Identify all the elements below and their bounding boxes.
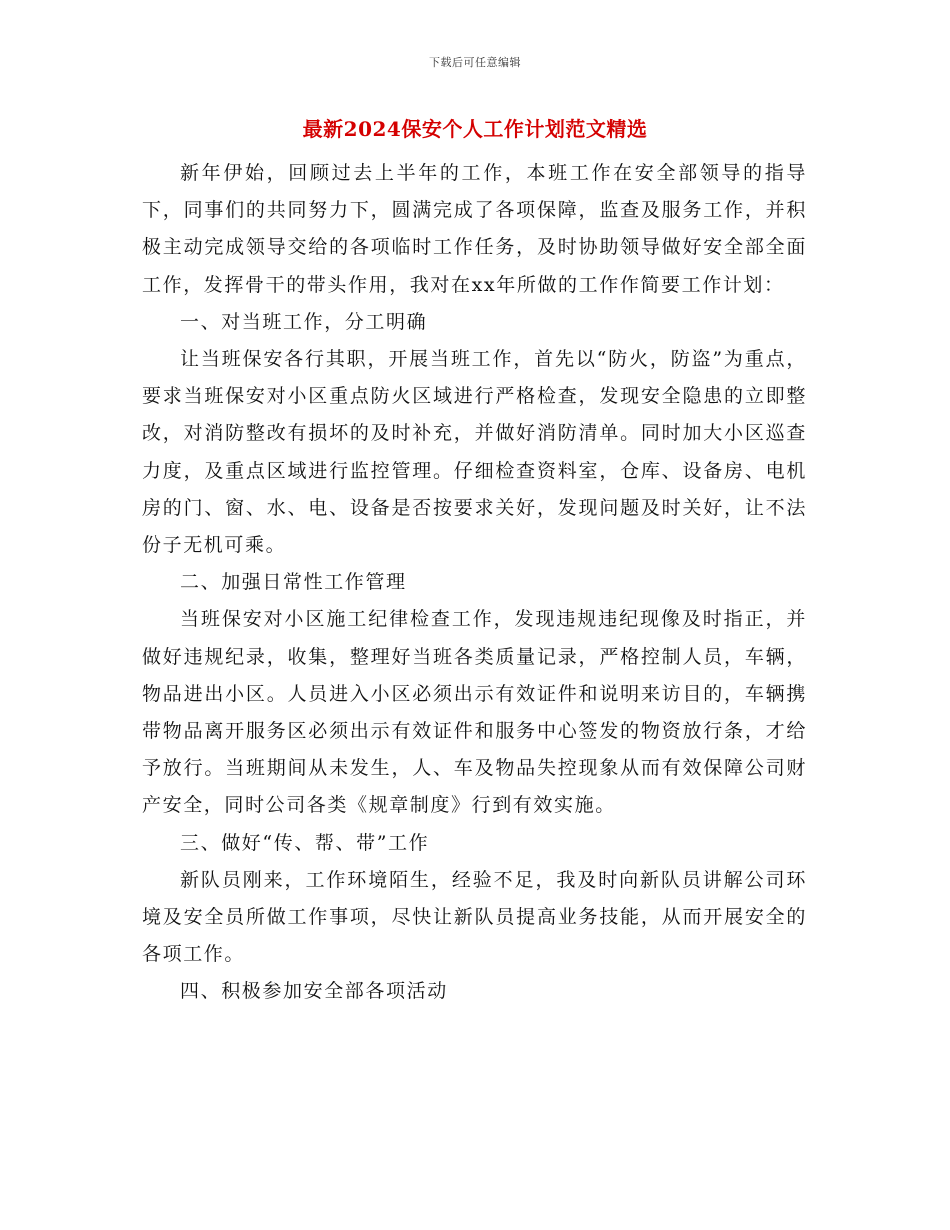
section-paragraph-1: 让当班保安各行其职，开展当班工作，首先以“防火，防盗”为重点，要求当班保安对小区重点防火区域进行严格检查，发现安全隐患的立即整改，对消防整改有损坏的及时补充，并做好消防清单。同时加大小区巡查力度，及重点区域进行监控管理。仔细检查资料室，仓库、设备房、电机房的门、窗、水、电、设备是否按要求关好，发现问题及时关好，让不法份子无机可乘。 [142,348,807,557]
header-note: 下载后可任意编辑 [429,56,521,69]
section-heading-4: 四、积极参加安全部各项活动 [180,980,448,1003]
section-heading-2: 二、加强日常性工作管理 [180,571,407,594]
section-paragraph-2: 当班保安对小区施工纪律检查工作，发现违规违纪现像及时指正，并做好违规纪录，收集，整理好当班各类质量记录，严格控制人员，车辆，物品进出小区。人员进入小区必须出示有效证件和说明来访目的，车辆携带物品离开服务区必须出示有效证件和服务中心签发的物资放行条，才给予放行。当班期间从未发生，人、车及物品失控现象从而有效保障公司财产安全，同时公司各类《规章制度》行到有效实施。 [142,608,807,817]
document-body [142,155,807,1011]
section-heading-1: 一、对当班工作，分工明确 [180,310,428,333]
section-paragraph-3: 新队员刚来，工作环境陌生，经验不足，我及时向新队员讲解公司环境及安全员所做工作事项，尽快让新队员提高业务技能，从而开展安全的各项工作。 [142,868,807,966]
document-title: 最新2024保安个人工作计划范文精选 [302,117,648,141]
section-heading-3: 三、做好“传、帮、带”工作 [180,831,430,854]
intro-paragraph: 新年伊始，回顾过去上半年的工作，本班工作在安全部领导的指导下，同事们的共同努力下，圆满完成了各项保障，监查及服务工作，并积极主动完成领导交给的各项临时工作任务，及时协助领导做好安全部全面工作，发挥骨干的带头作用，我对在xx年所做的工作作简要工作计划： [142,162,807,296]
